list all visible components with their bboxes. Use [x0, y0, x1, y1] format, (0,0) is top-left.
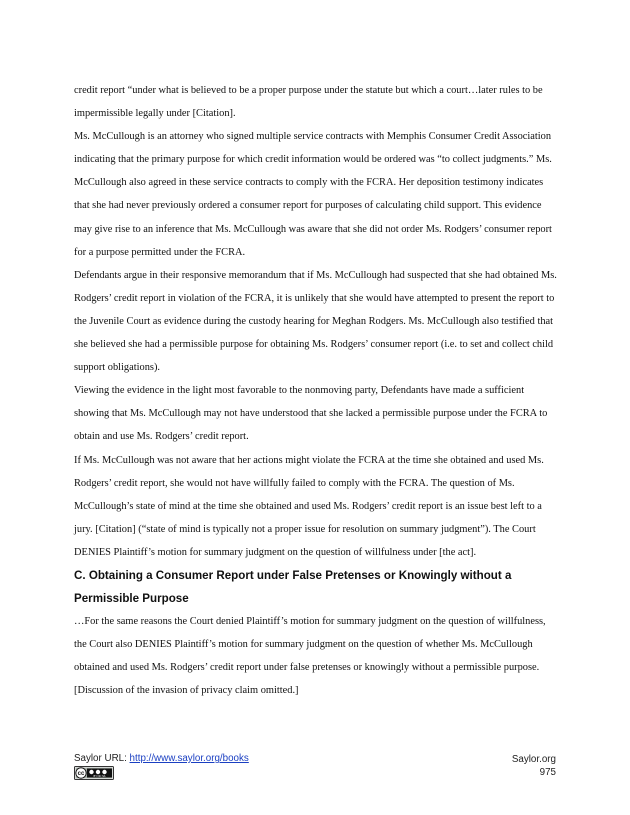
paragraph-5: If Ms. McCullough was not aware that her actions might violate the FCRA at the time she obtained and used Ms. Rodgers’ credit report, she would not have willfully failed to comply with the FCRA. The question of Ms. McCullough’s state of mind at the time she obtained and used Ms. Rodgers’ credit report is an issue best left to a jury. [Citation] (“state of mind is typically not a proper issue for resolution on summary judgment”). The Court DENIES Plaintiff’s motion for summary judgment on the question of willfulness under [the act].	[74, 454, 544, 558]
cc-badge-label: cc	[77, 771, 85, 778]
footer-right	[512, 753, 556, 779]
paragraph-4: Viewing the evidence in the light most favorable to the nonmoving party, Defendants have made a sufficient showing that Ms. McCullough may not have understood that she lacked a permissible purpose under the FCRA to obtain and use Ms. Rodgers’ credit report.	[74, 385, 548, 443]
paragraph-6: …For the same reasons the Court denied Plaintiff’s motion for summary judgment on the question of willfulness, the Court also DENIES Plaintiff’s motion for summary judgment on the question of whether Ms. McCullough obtained and used Ms. Rodgers’ credit report under false pretenses or knowingly without a permissible purpose.	[74, 616, 546, 674]
section-heading: C. Obtaining a Consumer Report under False Pretenses or Knowingly without a Permissible Purpose	[74, 568, 512, 606]
paragraph-2: Ms. McCullough is an attorney who signed multiple service contracts with Memphis Consumer Credit Association indicating that the primary purpose for which credit information would be ordered was “to collect judgments.” Ms. McCullough also agreed in these service contracts to comply with the FCRA. Her deposition testimony indicates that she had never previously ordered a consumer report for purposes of calculating child support. This evidence may give rise to an inference that Ms. McCullough was aware that she did not order Ms. Rodgers’ consumer report for a purpose permitted under the FCRA.	[74, 131, 552, 258]
footer-source-label: Saylor URL:	[74, 753, 130, 764]
paragraph-1: credit report “under what is believed to be a proper purpose under the statute but which a court…later rules to be impermissible legally under [Citation].	[74, 85, 543, 120]
paragraph-7: [Discussion of the invasion of privacy claim omitted.]	[74, 685, 299, 697]
footer-site: Saylor.org	[511, 754, 556, 765]
document-body	[74, 79, 560, 703]
paragraph-3: Defendants argue in their responsive memorandum that if Ms. McCullough had suspected that she had obtained Ms. Rodgers’ credit report in violation of the FCRA, it is unlikely that she would have attempted to present the report to the Juvenile Court as evidence during the custody hearing for Meghan Rodgers. Ms. McCullough also testified that she believed she had a permissible purpose for obtaining Ms. Rodgers’ consumer report (i.e. to set and collect child support obligations).	[74, 269, 557, 374]
sharealike-icon	[102, 770, 106, 774]
license-icons-caption: BY NC SA	[93, 775, 106, 778]
creative-commons-license-icon[interactable]	[74, 766, 114, 780]
footer-source-link[interactable]: http://www.saylor.org/books	[129, 753, 249, 764]
noncommercial-icon	[96, 770, 100, 774]
attribution-icon	[89, 770, 93, 774]
page-number: 975	[539, 767, 556, 778]
footer-source	[74, 753, 249, 764]
